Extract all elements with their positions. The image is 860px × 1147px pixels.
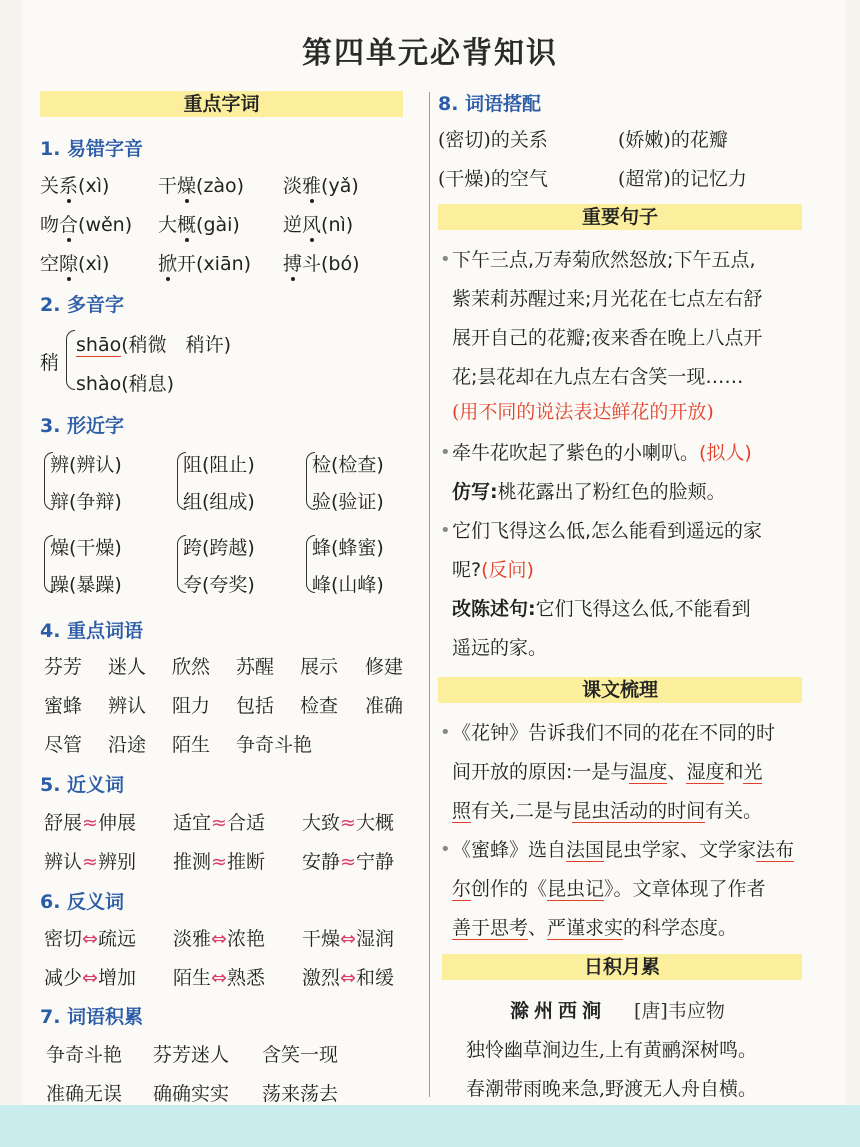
section-bar-text-summary: 课文梳理 <box>438 677 802 703</box>
poem-author: [唐]韦应物 <box>634 1000 725 1022</box>
heading-synonyms: 5. 近义词 <box>40 774 125 796</box>
heading-similar-chars: 3. 形近字 <box>40 415 125 437</box>
pair-word-2: 浓艳 <box>226 928 265 950</box>
pair-word-2: 疏远 <box>97 928 136 950</box>
similar-char-item: 组(组成) <box>183 491 255 513</box>
opposite-arrow-icon: ⇔ <box>340 967 356 989</box>
approx-symbol: ≈ <box>211 851 227 873</box>
pair-word-1: 舒展 <box>44 812 83 834</box>
pair-word-1: 大致 <box>302 812 341 834</box>
pronunciation-prefix: 淡 <box>283 175 303 197</box>
accumulated-phrase: 荡来荡去 <box>262 1083 339 1105</box>
pronunciation-item <box>40 171 109 198</box>
pronunciation-pinyin: (yǎ) <box>321 175 359 197</box>
approx-symbol: ≈ <box>82 851 98 873</box>
pronunciation-pinyin: (zào) <box>196 175 245 197</box>
pair-word-2: 增加 <box>97 967 136 989</box>
pronunciation-char: 搏 <box>283 253 303 275</box>
key-phrase: 蜜蜂 <box>44 695 83 717</box>
key-phrase: 芬芳 <box>44 656 83 678</box>
pronunciation-item <box>283 210 353 237</box>
section-bar-key-words: 重点字词 <box>40 91 403 117</box>
pronunciation-item <box>40 249 109 276</box>
pronunciation-item <box>283 171 359 198</box>
sentence-1-line: 下午三点,万寿菊欣然怒放;下午五点, <box>452 249 756 271</box>
summary-2-line-1: 《蜜蜂》选自法国昆虫学家、文学家法布 <box>452 839 795 861</box>
polyphone-reading-1: shāo(稍微 稍许) <box>76 334 232 356</box>
pair-word-2: 合适 <box>226 812 265 834</box>
pronunciation-item <box>283 249 360 276</box>
sentence-2: 牵牛花吹起了紫色的小喇叭。(拟人) <box>452 442 752 464</box>
pronunciation-prefix: 关 <box>40 175 60 197</box>
pair-word-1: 干燥 <box>302 928 341 950</box>
pronunciation-char: 概 <box>177 214 197 236</box>
sentence-3-line-1: 它们飞得这么低,怎么能看到遥远的家 <box>452 520 763 542</box>
key-phrase: 检查 <box>300 695 339 717</box>
similar-char-item: 夸(夸奖) <box>183 574 255 596</box>
pronunciation-pinyin: (wěn) <box>78 214 133 236</box>
pronunciation-char: 燥 <box>177 175 197 197</box>
pronunciation-item <box>40 210 132 237</box>
page-title: 第四单元必背知识 <box>302 36 558 71</box>
bullet-4: • <box>440 722 451 743</box>
pronunciation-char: 雅 <box>302 175 322 197</box>
similar-char-item: 燥(干燥) <box>50 537 122 559</box>
pronunciation-prefix: 吻 <box>40 214 60 236</box>
antonym-pair <box>44 924 136 951</box>
collocation-item: (娇嫩)的花瓣 <box>618 129 728 151</box>
pair-word-2: 伸展 <box>97 812 136 834</box>
synonym-pair <box>302 808 394 835</box>
key-phrase: 辨认 <box>108 695 147 717</box>
section-bar-daily-accumulation: 日积月累 <box>442 954 802 980</box>
sentence-3-line-2: 呢?(反问) <box>452 559 534 581</box>
summary-1-line-1: 《花钟》告诉我们不同的花在不同的时 <box>452 722 776 744</box>
bottom-strip <box>0 1105 860 1147</box>
key-phrase: 沿途 <box>108 734 147 756</box>
heading-polyphone: 2. 多音字 <box>40 294 125 316</box>
opposite-arrow-icon: ⇔ <box>82 967 98 989</box>
pair-word-2: 辨别 <box>97 851 136 873</box>
antonym-pair <box>302 963 394 990</box>
pronunciation-char: 风 <box>302 214 322 236</box>
polyphone-char: 稍 <box>40 352 60 374</box>
declarative-sentence: 改陈述句:它们飞得这么低,不能看到 <box>452 598 751 620</box>
pronunciation-item <box>158 171 244 198</box>
pair-word-1: 激烈 <box>302 967 341 989</box>
collocation-item: (超常)的记忆力 <box>618 168 747 190</box>
key-phrase: 包括 <box>236 695 275 717</box>
pronunciation-char: 系 <box>59 175 79 197</box>
accumulated-phrase: 争奇斗艳 <box>46 1044 123 1066</box>
similar-char-item: 蜂(蜂蜜) <box>312 537 384 559</box>
opposite-arrow-icon: ⇔ <box>211 928 227 950</box>
pronunciation-pinyin: 斗(bó) <box>302 253 360 275</box>
imitation-sentence: 仿写:桃花露出了粉红色的脸颊。 <box>452 481 726 503</box>
synonym-pair <box>173 847 265 874</box>
collocation-item: (密切)的关系 <box>438 129 548 151</box>
similar-char-item: 检(检查) <box>312 454 384 476</box>
pair-word-1: 密切 <box>44 928 83 950</box>
similar-char-item: 辩(争辩) <box>50 491 122 513</box>
bullet-3: • <box>440 520 451 541</box>
pronunciation-pinyin: (xì) <box>78 253 110 275</box>
similar-char-item: 躁(暴躁) <box>50 574 122 596</box>
accumulated-phrase: 芬芳迷人 <box>153 1044 230 1066</box>
pair-word-2: 熟悉 <box>226 967 265 989</box>
opposite-arrow-icon: ⇔ <box>340 928 356 950</box>
pair-word-2: 大概 <box>355 812 394 834</box>
pronunciation-pinyin: (xì) <box>78 175 110 197</box>
key-phrase: 展示 <box>300 656 339 678</box>
approx-symbol: ≈ <box>82 812 98 834</box>
approx-symbol: ≈ <box>340 812 356 834</box>
opposite-arrow-icon: ⇔ <box>82 928 98 950</box>
bullet-1: • <box>440 249 451 270</box>
pronunciation-pinyin: 开(xiān) <box>177 253 252 275</box>
heading-pronunciation: 1. 易错字音 <box>40 138 144 160</box>
pronunciation-prefix: 空 <box>40 253 60 275</box>
collocation-item: (干燥)的空气 <box>438 168 548 190</box>
opposite-arrow-icon: ⇔ <box>211 967 227 989</box>
similar-char-item: 辨(辨认) <box>50 454 122 476</box>
key-phrase: 准确 <box>365 695 404 717</box>
sentence-1-note: (用不同的说法表达鲜花的开放) <box>452 401 714 423</box>
pronunciation-prefix: 逆 <box>283 214 303 236</box>
pair-word-2: 推断 <box>226 851 265 873</box>
pair-word-1: 安静 <box>302 851 341 873</box>
approx-symbol: ≈ <box>211 812 227 834</box>
accumulated-phrase: 含笑一现 <box>262 1044 339 1066</box>
sentence-1-line: 花;昙花却在九点左右含笑一现…… <box>452 366 744 388</box>
pronunciation-item <box>158 249 251 276</box>
synonym-pair <box>44 808 136 835</box>
key-phrase: 尽管 <box>44 734 83 756</box>
antonym-pair <box>173 963 265 990</box>
pair-word-1: 减少 <box>44 967 83 989</box>
declarative-sentence-2: 遥远的家。 <box>452 637 548 659</box>
heading-word-collection: 7. 词语积累 <box>40 1006 144 1028</box>
heading-key-phrases: 4. 重点词语 <box>40 620 144 642</box>
pronunciation-prefix: 干 <box>158 175 178 197</box>
approx-symbol: ≈ <box>340 851 356 873</box>
heading-antonyms: 6. 反义词 <box>40 891 125 913</box>
synonym-pair <box>173 808 265 835</box>
summary-1-line-3: 照有关,二是与昆虫活动的时间有关。 <box>452 800 763 822</box>
bullet-5: • <box>440 839 451 860</box>
key-phrase: 陌生 <box>172 734 211 756</box>
pair-word-1: 适宜 <box>173 812 212 834</box>
antonym-pair <box>44 963 136 990</box>
key-phrase: 修建 <box>365 656 404 678</box>
sentence-1-line: 紫茉莉苏醒过来;月光花在七点左右舒 <box>452 288 763 310</box>
sentence-1-line: 展开自己的花瓣;夜来香在晚上八点开 <box>452 327 763 349</box>
pair-word-1: 陌生 <box>173 967 212 989</box>
pair-word-1: 辨认 <box>44 851 83 873</box>
similar-char-item: 峰(山峰) <box>312 574 384 596</box>
key-phrase: 迷人 <box>108 656 147 678</box>
pair-word-2: 湿润 <box>355 928 394 950</box>
pair-word-2: 宁静 <box>355 851 394 873</box>
similar-char-item: 验(验证) <box>312 491 384 513</box>
antonym-pair <box>302 924 394 951</box>
synonym-pair <box>44 847 136 874</box>
summary-1-line-2: 间开放的原因:一是与温度、湿度和光 <box>452 761 763 783</box>
section-bar-sentences: 重要句子 <box>438 204 802 230</box>
key-phrase: 苏醒 <box>236 656 275 678</box>
pronunciation-pinyin: (gài) <box>196 214 240 236</box>
pronunciation-prefix: 大 <box>158 214 178 236</box>
pronunciation-item <box>158 210 240 237</box>
pronunciation-char: 隙 <box>59 253 79 275</box>
poem-line-2: 春潮带雨晚来急,野渡无人舟自横。 <box>466 1078 758 1100</box>
polyphone-reading-2: shào(稍息) <box>76 373 175 395</box>
bullet-2: • <box>440 442 451 463</box>
pronunciation-char: 合 <box>59 214 79 236</box>
poem-title: 滁州西涧 <box>510 1000 607 1022</box>
key-phrase: 阻力 <box>172 695 211 717</box>
summary-2-line-3: 善于思考、严谨求实的科学态度。 <box>452 917 738 939</box>
polyphone-brace <box>66 330 75 390</box>
pair-word-1: 推测 <box>173 851 212 873</box>
synonym-pair <box>302 847 394 874</box>
key-phrase: 争奇斗艳 <box>236 734 313 756</box>
pronunciation-char: 掀 <box>158 253 178 275</box>
pronunciation-pinyin: (nì) <box>321 214 354 236</box>
heading-collocation: 8. 词语搭配 <box>438 93 542 115</box>
pair-word-2: 和缓 <box>355 967 394 989</box>
similar-char-item: 跨(跨越) <box>183 537 255 559</box>
accumulated-phrase: 确确实实 <box>153 1083 230 1105</box>
poem-line-1: 独怜幽草涧边生,上有黄鹂深树鸣。 <box>466 1039 758 1061</box>
antonym-pair <box>173 924 265 951</box>
similar-char-item: 阻(阻止) <box>183 454 255 476</box>
accumulated-phrase: 准确无误 <box>46 1083 123 1105</box>
pair-word-1: 淡雅 <box>173 928 212 950</box>
column-divider <box>429 92 430 1097</box>
summary-2-line-2: 尔创作的《昆虫记》。文章体现了作者 <box>452 878 766 900</box>
key-phrase: 欣然 <box>172 656 211 678</box>
